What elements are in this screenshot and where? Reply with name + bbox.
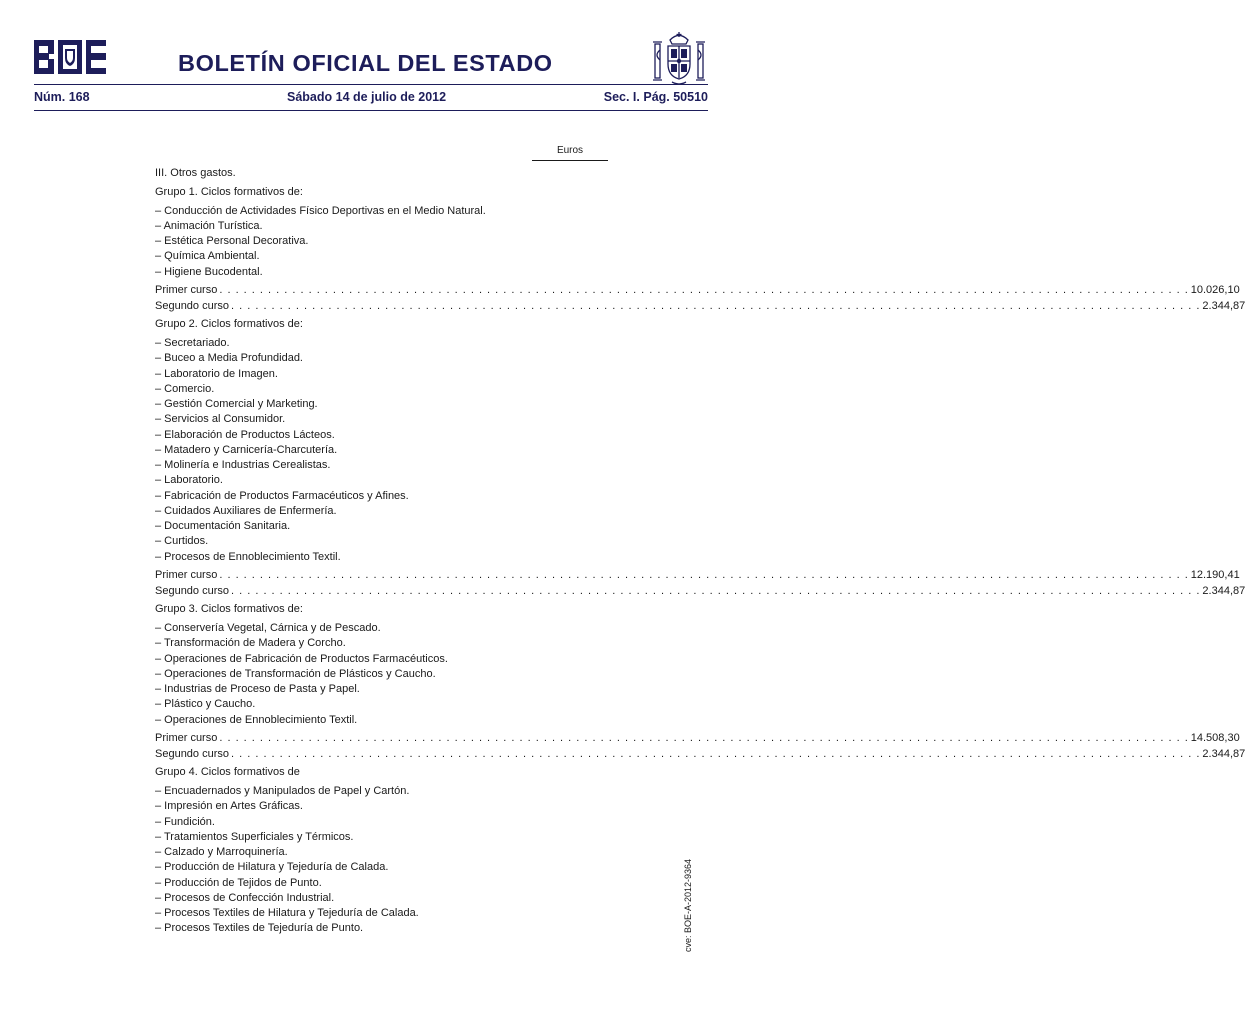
dot-leader: . . . . . . . . . . . . . . . . . . . . . . . . . . . . . . . . . . . . . . . . . . . . . . . . . . . . . . . . . . . . . . . . . . . . . . . . . . . . . . . . . . . . . . . . . . . . . . . . . . . . . . . . . . . . . . . . . . . . . . . . [231, 747, 1201, 760]
issue-date: Sábado 14 de julio de 2012 [287, 90, 447, 104]
list-item: – Procesos de Confección Industrial. [155, 891, 335, 904]
dot-leader: . . . . . . . . . . . . . . . . . . . . . . . . . . . . . . . . . . . . . . . . . . . . . . . . . . . . . . . . . . . . . . . . . . . . . . . . . . . . . . . . . . . . . . . . . . . . . . . . . . . . . . . . . . . . . . . . . . . . . . . . [231, 584, 1201, 597]
cve-identifier: cve: BOE-A-2012-9364 [683, 858, 693, 952]
list-item: – Animación Turística. [155, 219, 263, 232]
amount-label: Primer curso [155, 732, 218, 745]
list-item: – Operaciones de Transformación de Plásticos y Caucho. [155, 667, 436, 680]
list-item: – Procesos Textiles de Tejeduría de Punto. [155, 922, 364, 935]
list-item: – Tratamientos Superficiales y Térmicos. [155, 830, 354, 843]
list-item: – Procesos de Ennoblecimiento Textil. [155, 550, 341, 563]
list-item: – Cuidados Auxiliares de Enfermería. [155, 504, 337, 517]
list-item: – Laboratorio. [155, 474, 223, 487]
list-item: – Fabricación de Productos Farmacéuticos y Afines. [155, 489, 409, 502]
dot-leader: . . . . . . . . . . . . . . . . . . . . . . . . . . . . . . . . . . . . . . . . . . . . . . . . . . . . . . . . . . . . . . . . . . . . . . . . . . . . . . . . . . . . . . . . . . . . . . . . . . . . . . . . . . . . . . . . . . . . . . . . [219, 732, 1189, 745]
issue-number: Núm. 168 [34, 90, 90, 104]
list-item: – Operaciones de Fabricación de Productos Farmacéuticos. [155, 652, 448, 665]
list-item: – Documentación Sanitaria. [155, 520, 291, 532]
header-bottom-rule [34, 110, 708, 111]
column-heading-rule [532, 160, 608, 161]
list-item: – Secretariado. [155, 337, 230, 349]
list-item: – Servicios al Consumidor. [155, 413, 286, 426]
column-heading-euros: Euros [556, 145, 584, 156]
amount-row [155, 299, 1246, 314]
list-item: – Higiene Bucodental. [155, 265, 263, 278]
dot-leader: . . . . . . . . . . . . . . . . . . . . . . . . . . . . . . . . . . . . . . . . . . . . . . . . . . . . . . . . . . . . . . . . . . . . . . . . . . . . . . . . . . . . . . . . . . . . . . . . . . . . . . . . . . . . . . . . . . . . . . . . [219, 569, 1189, 582]
list-item: – Conservería Vegetal, Cárnica y de Pescado. [155, 622, 381, 634]
list-item: – Comercio. [155, 382, 215, 395]
list-item: – Impresión en Artes Gráficas. [155, 800, 303, 813]
list-item: – Calzado y Marroquinería. [155, 846, 288, 858]
amount-row [155, 747, 1246, 762]
list-item: – Laboratorio de Imagen. [155, 367, 278, 380]
list-item: – Estética Personal Decorativa. [155, 235, 309, 247]
list-item: – Producción de Hilatura y Tejeduría de Calada. [155, 861, 389, 874]
amount-row [155, 283, 1240, 298]
amount-row [155, 731, 1240, 746]
coat-of-arms-icon [650, 30, 708, 92]
list-item: – Industrias de Proceso de Pasta y Papel. [155, 683, 360, 695]
list-item: – Operaciones de Ennoblecimiento Textil. [155, 713, 358, 726]
amount-label: Primer curso [155, 284, 218, 297]
amount-value: 2.344,87 [1202, 584, 1246, 597]
group-title: Grupo 3. Ciclos formativos de: [155, 603, 303, 616]
list-item: – Curtidos. [155, 535, 209, 548]
amount-label: Primer curso [155, 569, 218, 582]
list-item: – Elaboración de Productos Lácteos. [155, 428, 335, 441]
dot-leader: . . . . . . . . . . . . . . . . . . . . . . . . . . . . . . . . . . . . . . . . . . . . . . . . . . . . . . . . . . . . . . . . . . . . . . . . . . . . . . . . . . . . . . . . . . . . . . . . . . . . . . . . . . . . . . . . . . . . . . . . [219, 284, 1189, 297]
group-title: Grupo 4. Ciclos formativos de [155, 766, 300, 779]
group-title: Grupo 2. Ciclos formativos de: [155, 318, 303, 331]
list-item: – Plástico y Caucho. [155, 698, 256, 711]
boe-logo [34, 40, 106, 74]
dot-leader: . . . . . . . . . . . . . . . . . . . . . . . . . . . . . . . . . . . . . . . . . . . . . . . . . . . . . . . . . . . . . . . . . . . . . . . . . . . . . . . . . . . . . . . . . . . . . . . . . . . . . . . . . . . . . . . . . . . . . . . . [231, 299, 1201, 312]
list-item: – Fundición. [155, 815, 215, 828]
publication-title: BOLETÍN OFICIAL DEL ESTADO [178, 50, 553, 76]
amount-row [155, 584, 1246, 599]
amount-label: Segundo curso [155, 584, 229, 597]
amount-value: 2.344,87 [1202, 299, 1246, 312]
amount-label: Segundo curso [155, 747, 229, 760]
list-item: – Transformación de Madera y Corcho. [155, 637, 346, 650]
amount-value: 14.508,30 [1190, 732, 1240, 745]
group-title: Grupo 1. Ciclos formativos de: [155, 185, 303, 198]
list-item: – Encuadernados y Manipulados de Papel y Cartón. [155, 785, 410, 797]
list-item: – Matadero y Carnicería-Charcutería. [155, 443, 338, 456]
list-item: – Conducción de Actividades Físico Deportivas en el Medio Natural. [155, 204, 486, 217]
list-item: – Molinería e Industrias Cerealistas. [155, 459, 331, 471]
list-item: – Química Ambiental. [155, 250, 260, 263]
amount-label: Segundo curso [155, 299, 229, 312]
amount-row [155, 568, 1240, 583]
section-title: III. Otros gastos. [155, 167, 236, 179]
amount-value: 2.344,87 [1202, 747, 1246, 760]
header-top-rule [34, 84, 708, 85]
list-item: – Procesos Textiles de Hilatura y Tejeduría de Calada. [155, 907, 419, 919]
section-page: Sec. I. Pág. 50510 [603, 90, 708, 104]
list-item: – Producción de Tejidos de Punto. [155, 876, 322, 889]
amount-value: 10.026,10 [1190, 284, 1240, 297]
list-item: – Gestión Comercial y Marketing. [155, 398, 318, 410]
list-item: – Buceo a Media Profundidad. [155, 352, 303, 365]
amount-value: 12.190,41 [1190, 569, 1240, 582]
